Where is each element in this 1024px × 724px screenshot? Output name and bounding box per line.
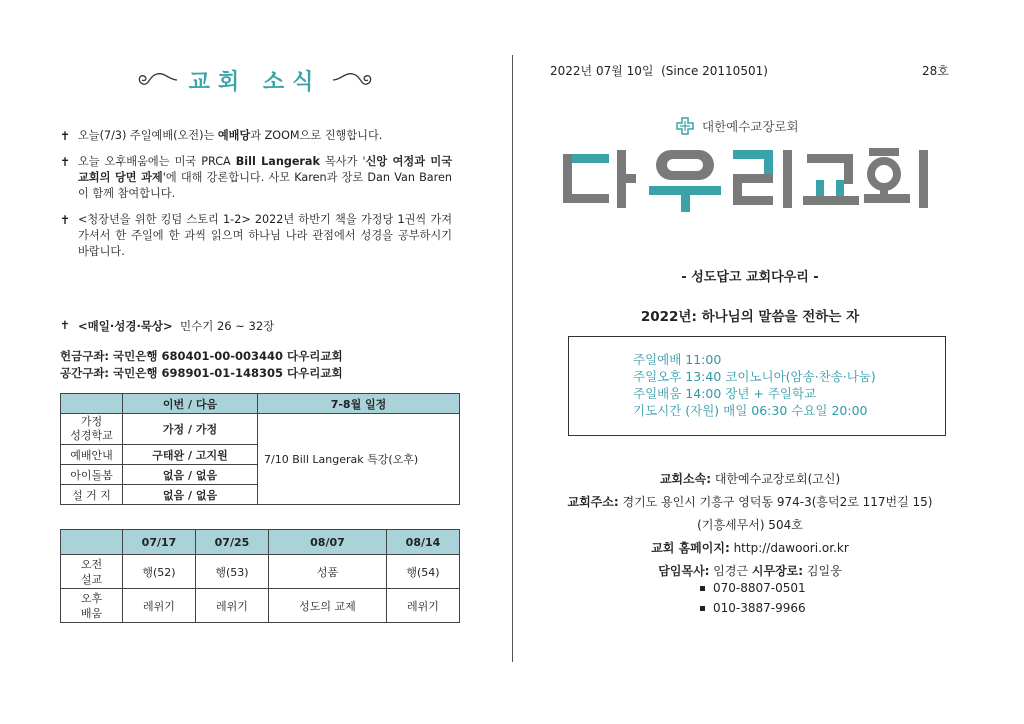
cross-icon: ✝: [60, 318, 70, 332]
church-news-title: [130, 62, 380, 98]
year-theme: 2022년: 하나님의 말씀을 전하는 자: [640, 309, 860, 325]
news-item: ✝ <청장년을 위한 킹덤 스토리 1-2> 2022년 하반기 책을 가정당 1권씩 가져가셔서 한 주일에 한 과씩 읽으며 하나님 나라 관점에서 성경을 공부하시기 바랍니다.: [60, 213, 452, 258]
phone-list: [700, 578, 806, 618]
cross-icon: ✝: [60, 129, 71, 143]
service-time: 주일예배 11:00: [633, 352, 722, 367]
cross-icon: ✝: [60, 155, 71, 169]
news-item: ✝ 오늘(7/3) 주일예배(오전)는 예배당과 ZOOM으로 진행합니다.: [60, 129, 383, 143]
bullet-square-icon: [700, 586, 705, 591]
row-label: 오전 설교: [61, 555, 123, 589]
service-time: 주일오후 13:40 코이노니아(암송·찬송·나눔): [633, 369, 876, 384]
church-logo: [561, 146, 939, 216]
bank-accounts: [60, 348, 343, 382]
bullet-square-icon: [700, 606, 705, 611]
daily-bible-meditation: ✝ <매일·성경·묵상> 민수기 26 ~ 32장: [60, 318, 275, 333]
phone-item: 010-3887-9966: [700, 598, 806, 618]
homepage-link[interactable]: http://dawoori.or.kr: [733, 541, 849, 555]
service-time: 주일배움 14:00 장년 + 주일학교: [633, 386, 817, 401]
preaching-schedule-table: 07/17 07/25 08/07 08/14 오전 설교 행(52) 행(53) 성품 행(54) 오후 배움 레위기 레위기 성도의 교제 레위기: [60, 529, 460, 623]
duty-schedule-table: 이번 / 다음 7-8월 일정 가정 성경학교 가정 / 가정 7/10 Bill Langerak 특강(오후) 예배안내 구태완 / 고지원 아이돌봄 없음 / 없음 설 거 지 없음 / 없음: [60, 393, 460, 505]
issue-number: 28호: [922, 64, 949, 78]
news-list: [60, 128, 452, 270]
ornament-right-icon: [331, 68, 375, 92]
space-account: 공간구좌: 국민은행 698901-01-148305 다우리교회: [60, 366, 343, 380]
news-item: ✝ 오늘 오후배움에는 미국 PRCA Bill Langerak 목사가 '신앙 여정과 미국 교회의 당면 과제'에 대해 강론합니다. 사모 Karen과 장로 Dan Van Baren이 함께 참여합니다.: [60, 155, 453, 200]
church-cross-icon: [676, 117, 694, 135]
denomination: 대한예수교장로회: [676, 117, 799, 135]
church-motto: - 성도답고 교회다우리 -: [681, 270, 819, 285]
page-divider: [512, 55, 513, 662]
cross-icon: ✝: [60, 213, 71, 227]
phone-item: 070-8807-0501: [700, 578, 806, 598]
ornament-left-icon: [135, 68, 179, 92]
service-time: 기도시간 (자원) 매일 06:30 수요일 20:00: [633, 403, 868, 418]
church-news-heading: 교회 소식: [188, 69, 322, 95]
row-label: 오후 배움: [61, 589, 123, 623]
row-label: 가정 성경학교: [61, 414, 123, 445]
service-times-box: [568, 336, 946, 436]
offering-account: 헌금구좌: 국민은행 680401-00-003440 다우리교회: [60, 349, 343, 363]
issue-date: 2022년 07월 10일 (Since 20110501): [550, 64, 768, 78]
schedule-note: 7/10 Bill Langerak 특강(오후): [258, 414, 460, 505]
church-info: 교회소속: 대한예수교장로회(고신) 교회주소: 경기도 용인시 기흥구 영덕동 974-3(흥덕2로 117번길 15) (기흥세무서) 504호 교회 홈페이지: http://dawoori.or.kr 담임목사: 임경근 시무장로: 김일웅: [567, 472, 933, 578]
